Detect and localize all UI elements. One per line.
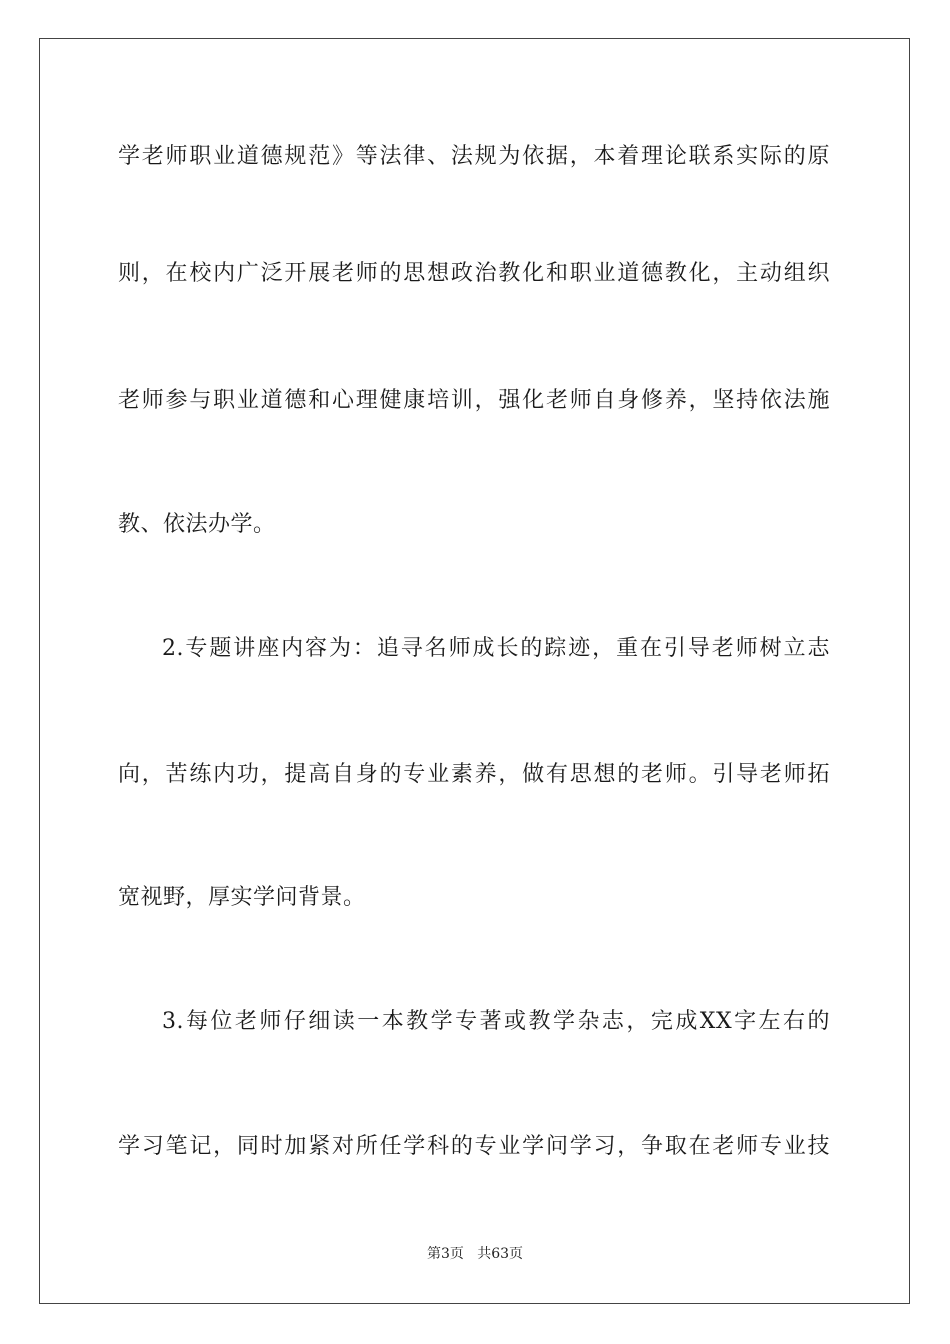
body-text-line: 老师参与职业道德和心理健康培训，强化老师自身修养，坚持依法施	[118, 388, 830, 413]
page-frame	[39, 38, 910, 1304]
paragraph-start-line: 3.每位老师仔细读一本教学专著或教学杂志，完成XX字左右的	[162, 1009, 830, 1034]
body-text-line: 向，苦练内功，提高自身的专业素养，做有思想的老师。引导老师拓	[118, 762, 830, 787]
body-text-line: 教、依法办学。	[118, 512, 276, 537]
body-text-line: 则，在校内广泛开展老师的思想政治教化和职业道德教化，主动组织	[118, 261, 830, 286]
body-text-line: 学老师职业道德规范》等法律、法规为依据，本着理论联系实际的原	[118, 144, 830, 169]
page-number-footer: 第3页 共63页	[426, 1246, 524, 1262]
body-text-line: 宽视野，厚实学问背景。	[118, 885, 366, 910]
body-text-line: 学习笔记，同时加紧对所任学科的专业学问学习，争取在老师专业技	[118, 1134, 830, 1159]
paragraph-start-line: 2.专题讲座内容为：追寻名师成长的踪迹，重在引导老师树立志	[162, 636, 830, 661]
